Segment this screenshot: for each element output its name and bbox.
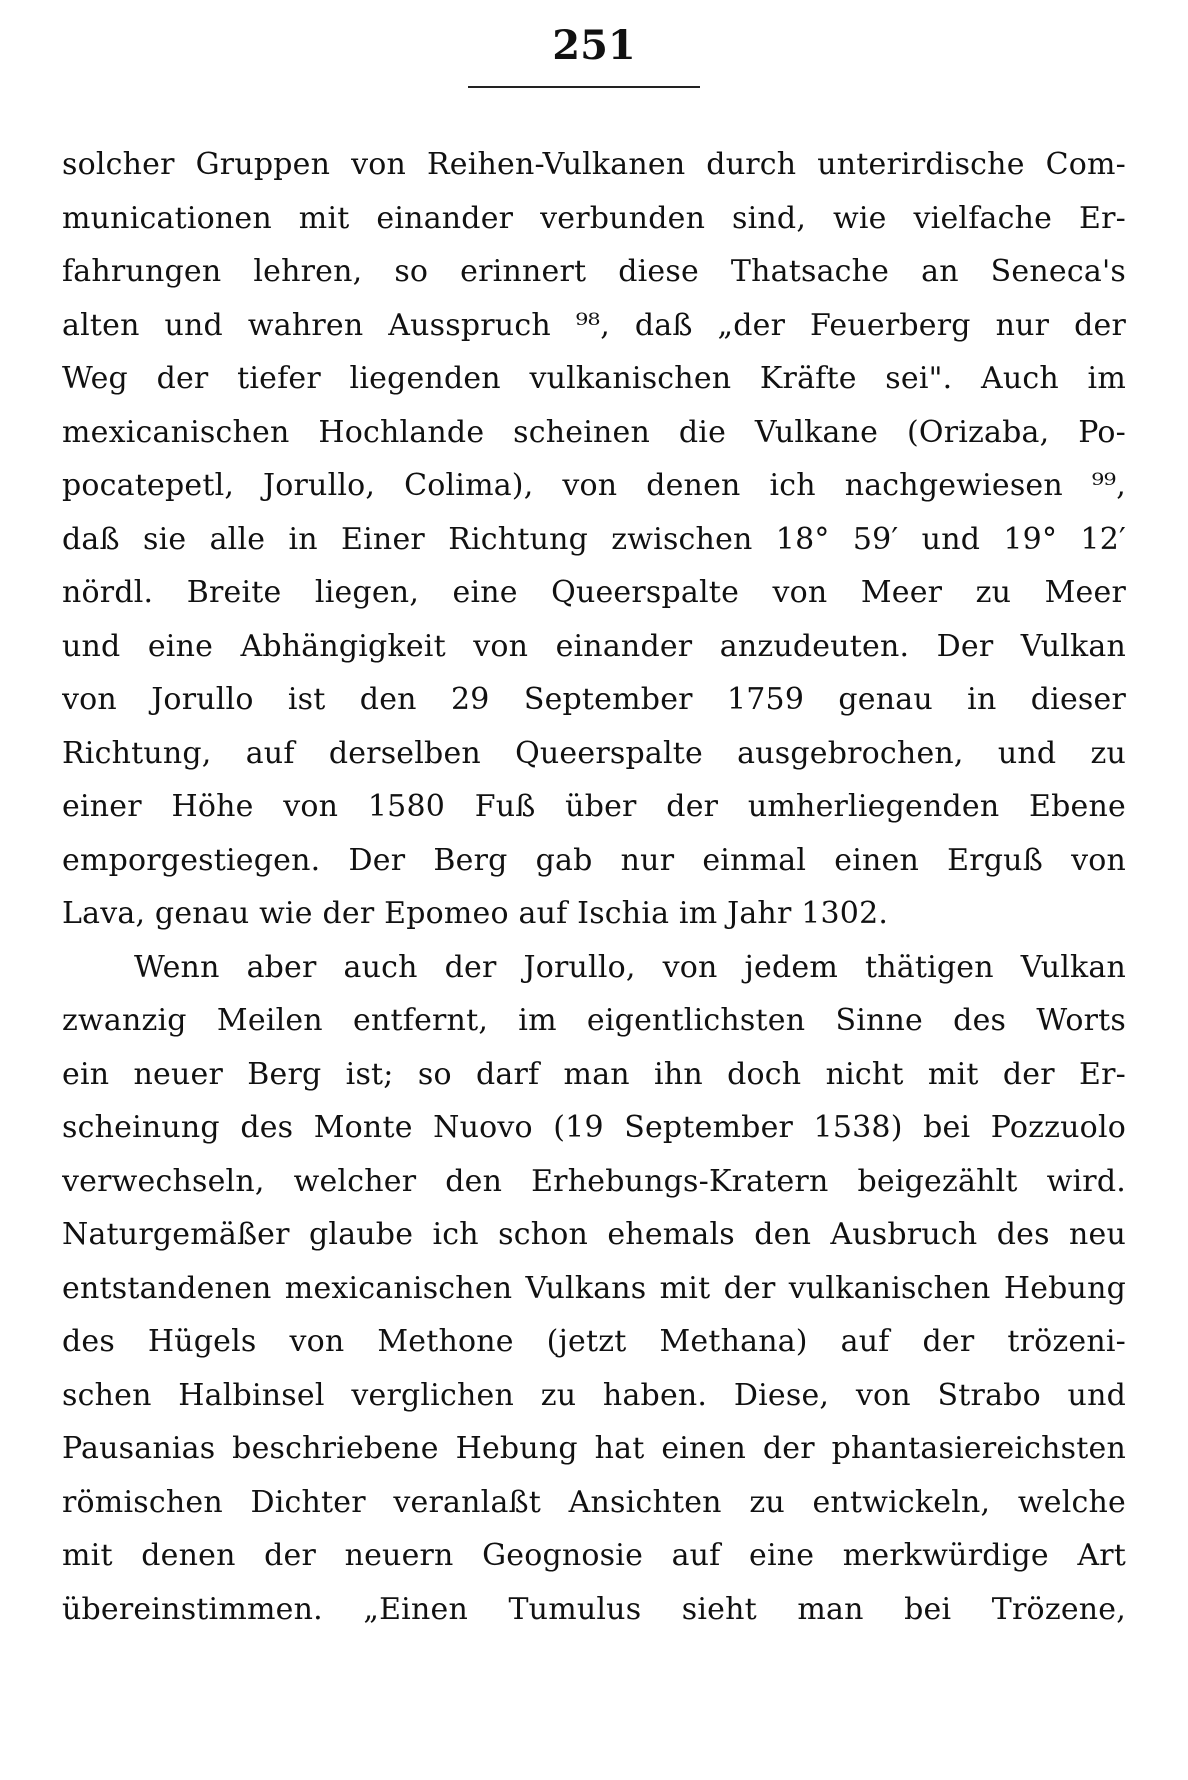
text-line: municationen mit einander verbunden sind, wie vielfache Er- [62, 200, 1126, 236]
text-line: entstandenen mexicanischen Vulkans mit der vulkanischen Hebung [62, 1270, 1126, 1306]
text-line: zwanzig Meilen entfernt, im eigentlichsten Sinne des Worts [62, 1003, 1126, 1038]
text-line: verwechseln, welcher den Erhebungs-Kratern beigezählt wird. [62, 1163, 1126, 1199]
header-rule [468, 86, 700, 88]
text-line: schen Halbinsel verglichen zu haben. Diese, von Strabo und [62, 1377, 1126, 1413]
text-line: mexicanischen Hochlande scheinen die Vulkane (Orizaba, Po- [62, 414, 1126, 450]
text-line: pocatepetl, Jorullo, Colima), von denen ich nachgewiesen ⁹⁹, [62, 468, 1126, 503]
paragraph-end-line: Lava, genau wie der Epomeo auf Ischia im Jahr 1302. [62, 896, 889, 931]
text-line: fahrungen lehren, so erinnert diese Thatsache an Seneca's [62, 254, 1126, 289]
text-line: solcher Gruppen von Reihen-Vulkanen durch unterirdische Com- [62, 147, 1126, 182]
body-text [62, 138, 1126, 1636]
paragraph-start-line: Wenn aber auch der Jorullo, von jedem thätigen Vulkan [134, 949, 1126, 985]
text-line: Richtung, auf derselben Queerspalte ausgebrochen, und zu [62, 735, 1126, 771]
text-line: alten und wahren Ausspruch ⁹⁸, daß „der Feuerberg nur der [62, 307, 1126, 343]
text-line: daß sie alle in Einer Richtung zwischen 18° 59′ und 19° 12′ [62, 521, 1126, 557]
text-line: des Hügels von Methone (jetzt Methana) auf der trözeni- [62, 1324, 1126, 1359]
text-line: einer Höhe von 1580 Fuß über der umherliegenden Ebene [62, 789, 1126, 824]
text-line: Weg der tiefer liegenden vulkanischen Kräfte sei". Auch im [62, 361, 1126, 396]
page-number: 251 [552, 22, 636, 69]
text-line: übereinstimmen. „Einen Tumulus sieht man bei Trözene, [62, 1591, 1126, 1627]
text-line: scheinung des Monte Nuovo (19 September 1538) bei Pozzuolo [62, 1110, 1126, 1145]
text-line: nördl. Breite liegen, eine Queerspalte von Meer zu Meer [62, 575, 1126, 610]
text-line: von Jorullo ist den 29 September 1759 genau in dieser [62, 682, 1126, 717]
text-line: ein neuer Berg ist; so darf man ihn doch nicht mit der Er- [62, 1056, 1126, 1092]
text-line: und eine Abhängigkeit von einander anzudeuten. Der Vulkan [62, 628, 1126, 664]
text-line: Pausanias beschriebene Hebung hat einen der phantasiereichsten [62, 1431, 1126, 1466]
text-line: Naturgemäßer glaube ich schon ehemals den Ausbruch des neu [62, 1217, 1126, 1252]
text-line: römischen Dichter veranlaßt Ansichten zu entwickeln, welche [62, 1484, 1126, 1520]
text-line: mit denen der neuern Geognosie auf eine merkwürdige Art [62, 1538, 1126, 1573]
text-line: emporgestiegen. Der Berg gab nur einmal einen Erguß von [62, 842, 1126, 878]
